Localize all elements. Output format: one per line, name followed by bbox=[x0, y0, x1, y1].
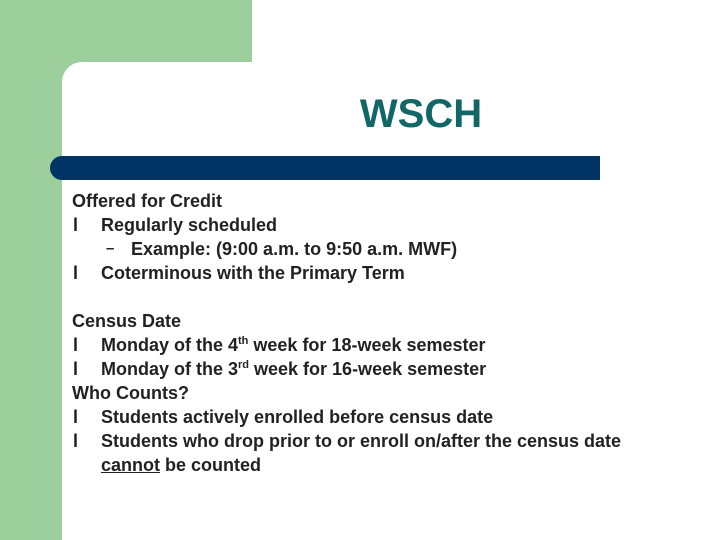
sub-list-item-text: Example: (9:00 a.m. to 9:50 a.m. MWF) bbox=[131, 239, 458, 259]
list-item bbox=[72, 213, 672, 237]
underlined-word: cannot bbox=[101, 455, 161, 475]
list-item bbox=[72, 333, 672, 357]
list-item-text-pre: Monday of the 3 bbox=[101, 359, 239, 379]
slide-title: WSCH bbox=[359, 92, 483, 136]
list-item bbox=[72, 261, 672, 285]
bullet-icon: l bbox=[73, 431, 79, 451]
list-item-text-post: week for 18-week semester bbox=[248, 335, 486, 355]
list-item-text-pre: Monday of the 4 bbox=[101, 335, 239, 355]
ordinal-suffix: th bbox=[238, 335, 249, 347]
list-item-text: Students actively enrolled before census date bbox=[101, 407, 494, 427]
list-item-text: Coterminous with the Primary Term bbox=[101, 263, 405, 283]
sub-list-item bbox=[72, 237, 672, 261]
ordinal-suffix: rd bbox=[238, 359, 250, 371]
list-item-text-pre: Students who drop prior to or enroll on/after the census date bbox=[101, 431, 622, 451]
list-item-text-post: be counted bbox=[160, 455, 262, 475]
dash-icon: – bbox=[106, 240, 115, 257]
list-item-text: Regularly scheduled bbox=[101, 215, 278, 235]
slide-body bbox=[72, 189, 672, 477]
bullet-icon: l bbox=[73, 335, 79, 355]
section-heading-census: Census Date bbox=[72, 311, 182, 331]
bullet-icon: l bbox=[73, 407, 79, 427]
list-item bbox=[72, 405, 672, 429]
list-item bbox=[72, 357, 672, 381]
list-item-text-post: week for 16-week semester bbox=[249, 359, 487, 379]
section-heading-who-counts: Who Counts? bbox=[72, 383, 189, 403]
spacer bbox=[72, 285, 672, 309]
bullet-icon: l bbox=[73, 263, 79, 283]
bullet-icon: l bbox=[73, 359, 79, 379]
section-heading-offered: Offered for Credit bbox=[72, 191, 223, 211]
list-item bbox=[72, 429, 672, 477]
title-divider-bar bbox=[50, 156, 600, 180]
bullet-icon: l bbox=[73, 215, 79, 235]
